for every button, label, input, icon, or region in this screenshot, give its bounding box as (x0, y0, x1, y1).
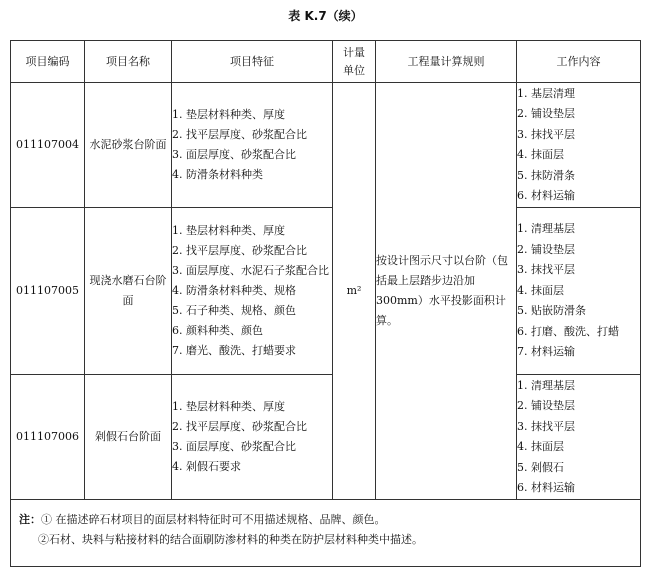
work-line: 3. 抹找平层 (517, 127, 575, 141)
notes-row (11, 500, 641, 567)
feature-line: 3. 面层厚度、水泥石子浆配合比 (172, 264, 329, 277)
table-row (11, 208, 641, 375)
work-content (517, 375, 641, 500)
work-line: 2. 铺设垫层 (517, 107, 575, 120)
feature-line: 3. 面层厚度、砂浆配合比 (172, 148, 296, 161)
feature-line: 4. 剁假石要求 (172, 460, 241, 473)
item-code: 011107005 (11, 208, 85, 375)
work-line: 6. 材料运输 (517, 481, 575, 494)
work-line: 4. 抹面层 (517, 283, 564, 297)
notes-label: 注： (19, 513, 41, 526)
bill-of-quantities-table (10, 40, 641, 567)
work-line: 3. 抹找平层 (517, 263, 575, 277)
item-name: 现浇水磨石台阶面 (85, 208, 172, 375)
feature-line: 3. 面层厚度、砂浆配合比 (172, 440, 296, 453)
calculation-rule: 按设计图示尺寸以台阶（包括最上层踏步边沿加 300mm）水平投影面积计算。 (376, 83, 517, 500)
feature-line: 1. 垫层材料种类、厚度 (172, 108, 285, 121)
item-features (172, 83, 333, 208)
item-code: 011107004 (11, 83, 85, 208)
work-line: 5. 贴嵌防滑条 (517, 304, 586, 318)
work-line: 6. 打磨、酸洗、打蜡 (517, 324, 619, 338)
work-line: 7. 材料运输 (517, 345, 575, 359)
unit-cell: m² (333, 83, 376, 500)
table-title: 表 K.7（续） (288, 9, 363, 23)
feature-line: 6. 颜料种类、颜色 (172, 324, 263, 337)
feature-line: 1. 垫层材料种类、厚度 (172, 224, 285, 237)
feature-line: 7. 磨光、酸洗、打蜡要求 (172, 344, 296, 357)
feature-line: 1. 垫层材料种类、厚度 (172, 400, 285, 413)
header-unit (333, 41, 376, 83)
feature-line: 2. 找平层厚度、砂浆配合比 (172, 420, 307, 433)
feature-line: 2. 找平层厚度、砂浆配合比 (172, 128, 307, 141)
work-line: 2. 铺设垫层 (517, 242, 575, 256)
work-line: 6. 材料运输 (517, 189, 575, 202)
header-unit-line1: 计量 (343, 45, 365, 59)
feature-line: 4. 防滑条材料种类 (172, 168, 263, 181)
header-name: 项目名称 (85, 41, 172, 83)
work-line: 4. 抹面层 (517, 440, 564, 453)
item-code: 011107006 (11, 375, 85, 500)
feature-line: 5. 石子种类、规格、颜色 (172, 304, 296, 317)
work-line: 1. 基层清理 (517, 86, 575, 100)
item-name: 水泥砂浆台阶面 (85, 83, 172, 208)
work-line: 2. 铺设垫层 (517, 399, 575, 412)
notes-cell (11, 500, 641, 567)
work-line: 4. 抹面层 (517, 148, 564, 161)
feature-line: 2. 找平层厚度、砂浆配合比 (172, 244, 307, 257)
work-line: 1. 清理基层 (517, 222, 575, 236)
table-row (11, 83, 641, 208)
note-item: ②石材、块料与粘接材料的结合面刷防渗材料的种类在防护层材料种类中描述。 (38, 533, 423, 546)
work-content (517, 208, 641, 375)
header-features: 项目特征 (172, 41, 333, 83)
table-row (11, 375, 641, 500)
work-line: 5. 抹防滑条 (517, 168, 575, 182)
work-line: 5. 剁假石 (517, 460, 564, 474)
feature-line: 4. 防滑条材料种类、规格 (172, 284, 296, 297)
header-code: 项目编码 (11, 41, 85, 83)
header-rule: 工程量计算规则 (376, 41, 517, 83)
item-features (172, 208, 333, 375)
header-unit-line2: 单位 (343, 63, 365, 77)
header-row (11, 41, 641, 83)
header-work: 工作内容 (517, 41, 641, 83)
work-line: 3. 抹找平层 (517, 419, 575, 433)
work-line: 1. 清理基层 (517, 378, 575, 392)
item-name: 剁假石台阶面 (85, 375, 172, 500)
item-features (172, 375, 333, 500)
work-content (517, 83, 641, 208)
note-item: ① 在描述碎石材项目的面层材料特征时可不用描述规格、品牌、颜色。 (41, 513, 386, 526)
